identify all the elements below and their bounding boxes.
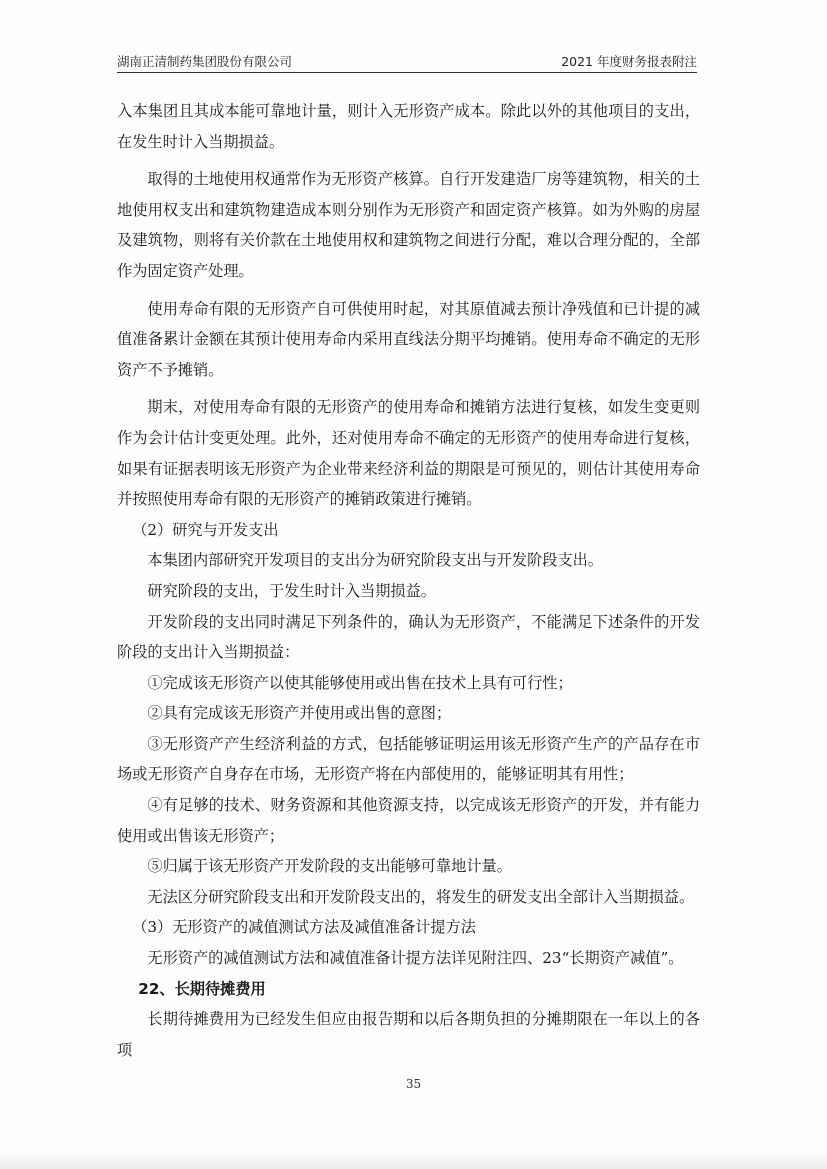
paragraph: 取得的土地使用权通常作为无形资产核算。自行开发建造厂房等建筑物，相关的土地使用权支出和建筑物建造成本则分别作为无形资产和固定资产核算。如为外购的房屋及建筑物，则将有关价款在土地使用权和建筑物之间进行分配，难以合理分配的，全部作为固定资产处理。 xyxy=(117,170,700,280)
paragraph: 本集团内部研究开发项目的支出分为研究阶段支出与开发阶段支出。 xyxy=(147,551,604,570)
page-header xyxy=(117,50,697,73)
section-heading: （2）研究与开发支出 xyxy=(132,520,279,539)
body-text xyxy=(117,96,700,1065)
list-item: ④有足够的技术、财务资源和其他资源支持，以完成该无形资产的开发，并有能力使用或出售该无形资产； xyxy=(117,796,700,845)
section-title: 22、长期待摊费用 xyxy=(138,979,266,998)
scan-edge xyxy=(0,1150,827,1169)
list-item: ⑤归属于该无形资产开发阶段的支出能够可靠地计量。 xyxy=(147,857,512,876)
paragraph: 入本集团且其成本能可靠地计量，则计入无形资产成本。除此以外的其他项目的支出，在发生时计入当期损益。 xyxy=(117,102,700,151)
page-number: 35 xyxy=(405,1077,422,1091)
list-item: ③无形资产产生经济利益的方式，包括能够证明运用该无形资产生产的产品存在市场或无形资产自身存在市场，无形资产将在内部使用的，能够证明其有用性； xyxy=(117,734,700,784)
list-item: ①完成该无形资产以使其能够使用或出售在技术上具有可行性； xyxy=(147,673,573,692)
paragraph: 期末，对使用寿命有限的无形资产的使用寿命和摊销方法进行复核，如发生变更则作为会计估计变更处理。此外，还对使用寿命不确定的无形资产的使用寿命进行复核，如果有证据表明该无形资产为企业带来经济利益的期限是可预见的，则估计其使用寿命并按照使用寿命有限的无形资产的摊销政策进行摊销。 xyxy=(117,398,700,509)
list-item: ②具有完成该无形资产并使用或出售的意图； xyxy=(147,704,452,723)
header-company-name: 湖南正清制药集团股份有限公司 xyxy=(117,54,293,69)
paragraph: 无形资产的减值测试方法和减值准备计提方法详见附注四、23“长期资产减值”。 xyxy=(147,949,684,968)
paragraph: 长期待摊费用为已经发生但应由报告期和以后各期负担的分摊期限在一年以上的各项 xyxy=(117,1010,700,1059)
paragraph: 无法区分研究阶段支出和开发阶段支出的，将发生的研发支出全部计入当期损益。 xyxy=(147,887,695,906)
paragraph: 开发阶段的支出同时满足下列条件的，确认为无形资产，不能满足下述条件的开发阶段的支出计入当期损益： xyxy=(117,612,700,662)
section-heading: （3）无形资产的减值测试方法及减值准备计提方法 xyxy=(132,918,476,937)
header-report-title: 2021 年度财务报表附注 xyxy=(561,54,697,69)
paragraph: 研究阶段的支出，于发生时计入当期损益。 xyxy=(147,581,436,600)
paragraph: 使用寿命有限的无形资产自可供使用时起，对其原值减去预计净残值和已计提的减值准备累计金额在其预计使用寿命内采用直线法分期平均摊销。使用寿命不确定的无形资产不予摊销。 xyxy=(117,299,700,379)
